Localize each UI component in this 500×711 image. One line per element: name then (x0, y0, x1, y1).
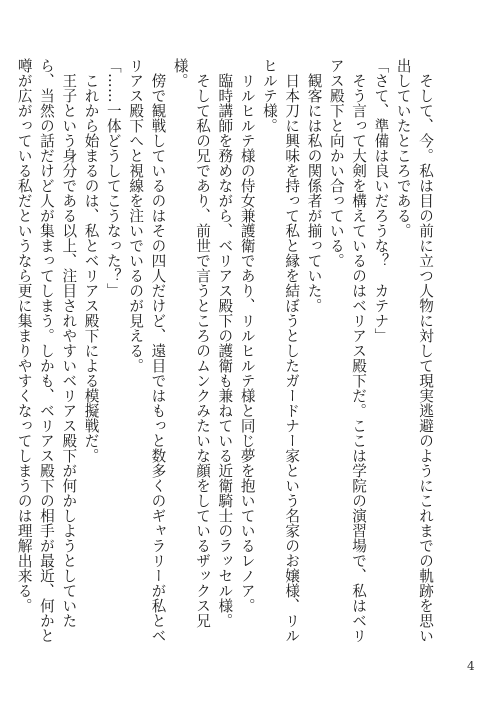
paragraph: これから始まるのは、私とベリアス殿下による模擬戦だ。 (82, 58, 100, 463)
paragraph: 臨時講師を務めながら、ベリアス殿下の護衛も兼ねている近衛騎士のラッセル様。 (216, 58, 234, 628)
page-number: 4 (467, 659, 475, 673)
vertical-text-body (12, 58, 436, 650)
paragraph: 観客には私の関係者が揃っていた。 (305, 58, 323, 313)
paragraph: リルヒルテ様の侍女兼護衛であり、リルヒルテ様と同じ夢を抱いているレノア。 (238, 58, 256, 613)
paragraph: 日本刀に興味を持って私と縁を結ぼうとしたガードナー家という名家のお嬢様、リルヒルテ様。 (260, 58, 301, 643)
paragraph: 「さて、準備は良いだろうな？ カテナ」 (372, 58, 390, 343)
paragraph: そして、今。私は目の前に立つ人物に対して現実逃避のようにこれまでの軌跡を思い出していたところである。 (394, 58, 434, 643)
paragraph: 王子という身分である以上、注目されやすいベリアス殿下が何かしようとしていたら、当然の話だけど人が集まってしまう。しかも、ベリアス殿下の相手が最近、何かと噂が広がっている私だというなら更に集まりやすくなってしまうのは理解出来る。 (15, 58, 78, 643)
paragraph: 「……一体どうしてこうなった？」 (104, 58, 122, 298)
paragraph: そう言って大剣を構えているのはベリアス殿下だ。ここは学院の演習場で、私はベリアス殿下と向かい合っている。 (327, 58, 368, 643)
paragraph: 傍で観戦しているのはその四人だけど、遠目ではもっと数多くのギャラリーが私とベリアス殿下へと視線を注いでいるのが見える。 (127, 58, 167, 643)
paragraph: そして私の兄であり、前世で言うところのムンクみたいな顔をしているザックス兄様。 (171, 58, 212, 628)
